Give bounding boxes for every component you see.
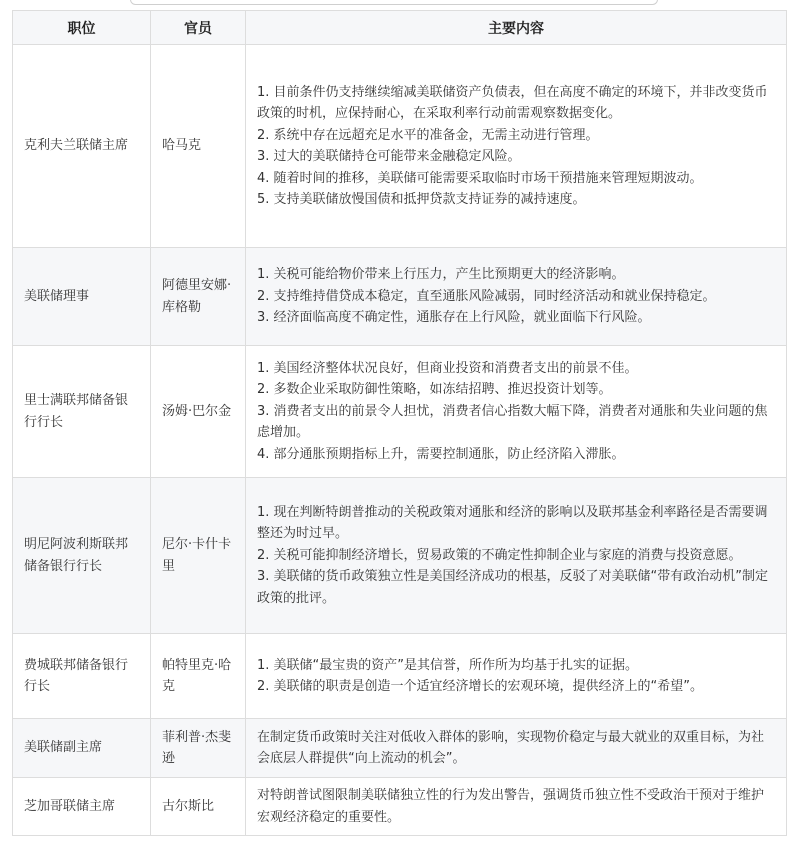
content-item: 4. 部分通胀预期指标上升，需要控制通胀，防止经济陷入滞胀。: [257, 446, 625, 462]
content-item: 2. 多数企业采取防御性策略，如冻结招聘、推迟投资计划等。: [257, 382, 612, 398]
cell-content: [246, 719, 787, 778]
table-row: [13, 248, 787, 346]
table-row: [13, 478, 787, 634]
table-row: [13, 634, 787, 719]
cell-content: [246, 346, 787, 478]
content-item: 1. 现在判断特朗普推动的关税政策对通胀和经济的影响以及联邦基金利率路径是否需要调整还为时过早。: [257, 504, 768, 542]
fed-officials-table: [12, 10, 787, 836]
content-item: 3. 消费者支出的前景令人担忧，消费者信心指数大幅下降，消费者对通胀和失业问题的焦虑增加。: [257, 403, 768, 441]
content-item: 2. 关税可能抑制经济增长，贸易政策的不确定性抑制企业与家庭的消费与投资意愿。: [257, 547, 742, 563]
header-row: [13, 11, 787, 45]
content-item: 对特朗普试图限制美联储独立性的行为发出警告，强调货币独立性不受政治干预对于维护宏观经济稳定的重要性。: [257, 788, 765, 825]
content-item: 4. 随着时间的推移，美联储可能需要采取临时市场干预措施来管理短期波动。: [257, 170, 703, 186]
cell-official: 菲利普·杰斐逊: [151, 719, 246, 778]
content-item: 2. 美联储的职责是创造一个适宜经济增长的宏观环境，提供经济上的“希望”。: [257, 679, 704, 694]
content-item: 1. 美联储“最宝贵的资产”是其信誉，所作所为均基于扎实的证据。: [257, 657, 639, 673]
cell-position: 芝加哥联储主席: [13, 778, 151, 836]
cell-official: 尼尔·卡什卡里: [151, 478, 246, 634]
top-search-bar: [130, 0, 658, 5]
cell-position: 美联储副主席: [13, 719, 151, 778]
cell-official: 汤姆·巴尔金: [151, 346, 246, 478]
cell-official: 帕特里克·哈克: [151, 634, 246, 719]
cell-content: [246, 478, 787, 634]
table-row: [13, 719, 787, 778]
cell-position: 费城联邦储备银行行长: [13, 634, 151, 719]
content-item: 1. 关税可能给物价带来上行压力，产生比预期更大的经济影响。: [257, 267, 625, 283]
content-item: 1. 美国经济整体状况良好，但商业投资和消费者支出的前景不佳。: [257, 360, 638, 376]
cell-content: [246, 45, 787, 248]
cell-official: 阿德里安娜·库格勒: [151, 248, 246, 346]
table-row: [13, 778, 787, 836]
header-content: 主要内容: [246, 11, 787, 45]
cell-content: [246, 248, 787, 346]
content-item: 在制定货币政策时关注对低收入群体的影响，实现物价稳定与最大就业的双重目标，为社会底层人群提供“向上流动的机会”。: [257, 729, 765, 766]
content-item: 2. 系统中存在远超充足水平的准备金，无需主动进行管理。: [257, 127, 599, 143]
cell-position: 明尼阿波利斯联邦储备银行行长: [13, 478, 151, 634]
cell-content: [246, 634, 787, 719]
header-position: 职位: [13, 11, 151, 45]
header-official: 官员: [151, 11, 246, 45]
content-item: 1. 目前条件仍支持继续缩减美联储资产负债表，但在高度不确定的环境下，并非改变货币政策的时机，应保持耐心，在采取利率行动前需观察数据变化。: [257, 84, 768, 121]
cell-position: 美联储理事: [13, 248, 151, 346]
content-item: 3. 美联储的货币政策独立性是美国经济成功的根基，反驳了对美联储“带有政治动机”制定政策的批评。: [257, 569, 769, 606]
table-row: [13, 45, 787, 248]
content-item: 3. 过大的美联储持仓可能带来金融稳定风险。: [257, 149, 521, 164]
table-row: [13, 346, 787, 478]
cell-official: 哈马克: [151, 45, 246, 248]
cell-position: 里士满联邦储备银行行长: [13, 346, 151, 478]
cell-content: [246, 778, 787, 836]
content-item: 3. 经济面临高度不确定性，通胀存在上行风险，就业面临下行风险。: [257, 310, 651, 326]
cell-official: 古尔斯比: [151, 778, 246, 836]
cell-position: 克利夫兰联储主席: [13, 45, 151, 248]
content-item: 2. 支持维持借贷成本稳定，直至通胀风险减弱，同时经济活动和就业保持稳定。: [257, 288, 716, 304]
content-item: 5. 支持美联储放慢国债和抵押贷款支持证券的减持速度。: [257, 192, 586, 207]
